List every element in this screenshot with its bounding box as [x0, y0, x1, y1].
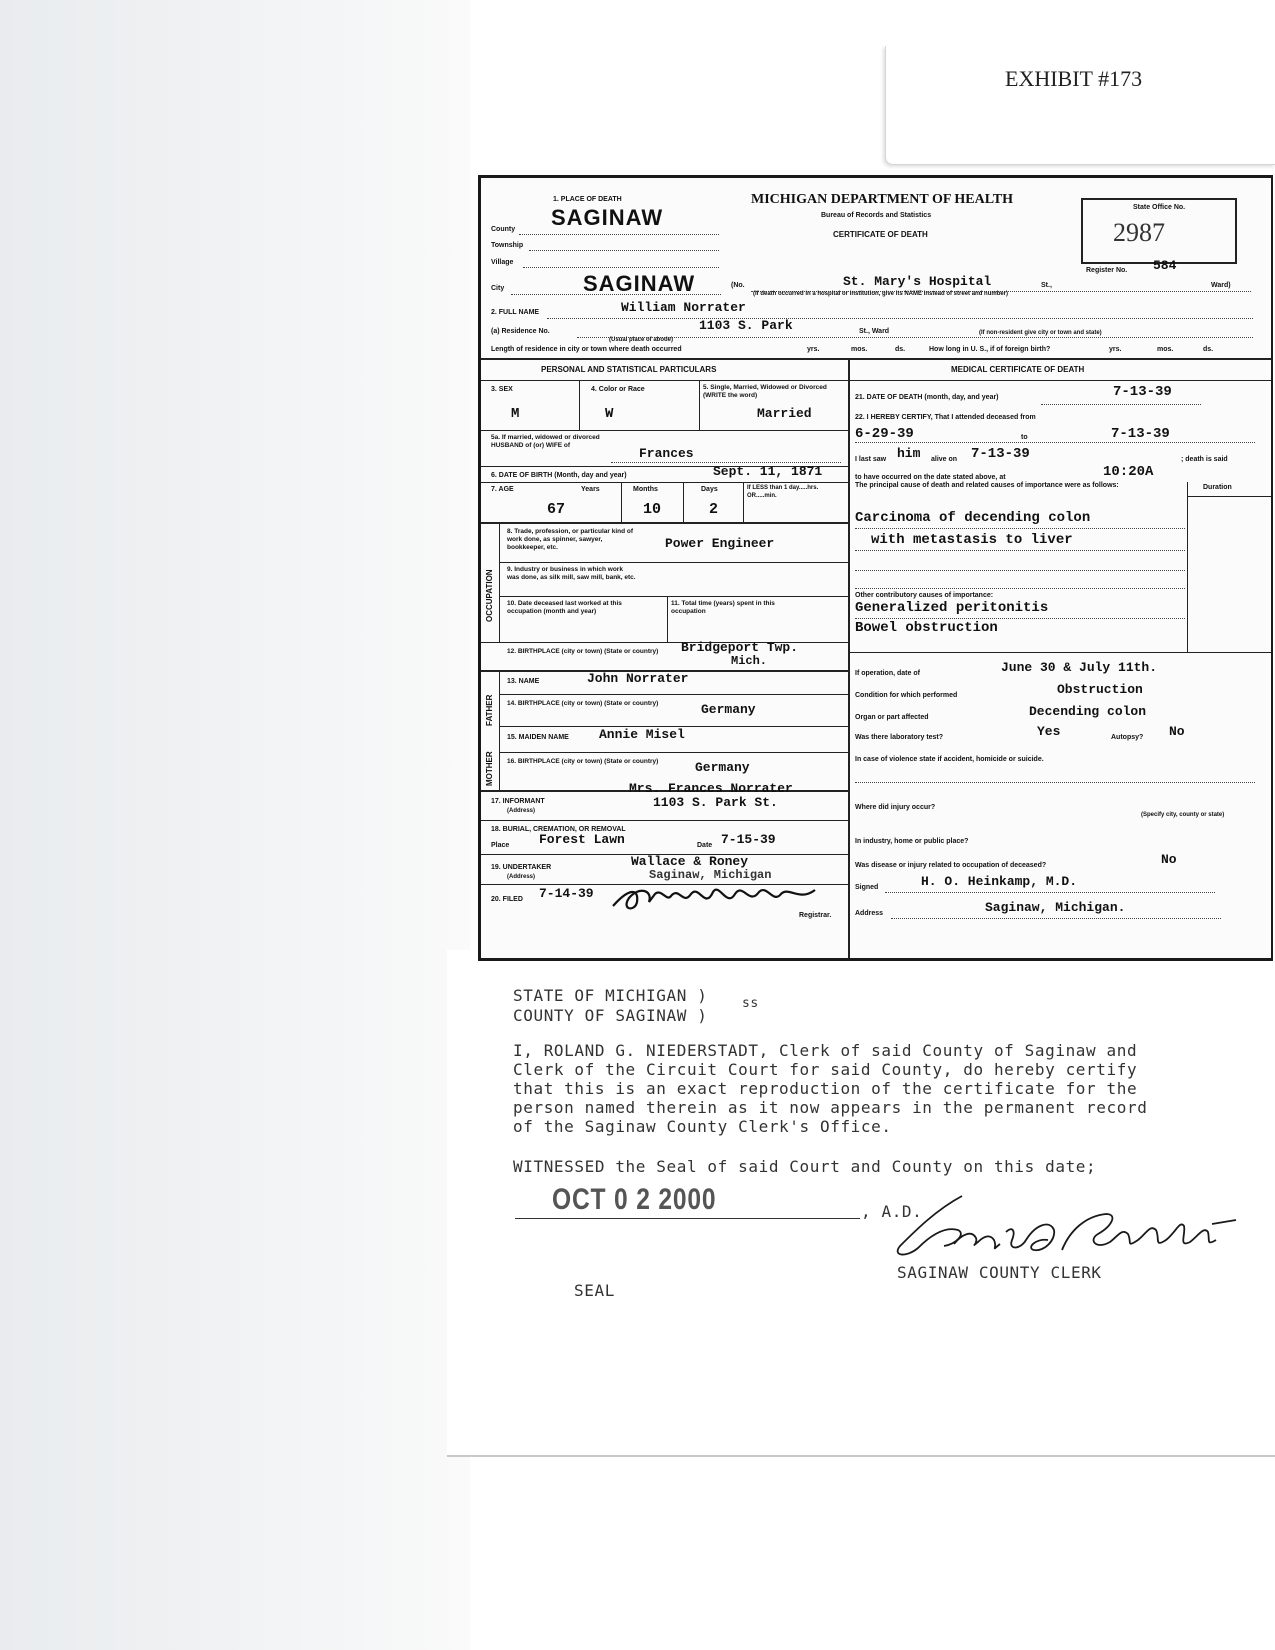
undertaker-address-value: Saginaw, Michigan — [649, 868, 772, 882]
county-line: COUNTY OF SAGINAW ) — [513, 1006, 708, 1025]
certificate-title: CERTIFICATE OF DEATH — [833, 230, 928, 239]
mother-maiden-value: Annie Misel — [599, 727, 685, 742]
marital-label: 5. Single, Married, Widowed or Divorced (WRITE the word) — [703, 384, 827, 399]
ad-label: , A.D. — [861, 1202, 923, 1221]
address-value: Saginaw, Michigan. — [985, 900, 1126, 915]
date-death-value: 7-13-39 — [1113, 384, 1172, 400]
total-time-label: 11. Total time (years) spent in this occupation — [671, 600, 775, 615]
age-days-label: Days — [701, 486, 718, 493]
undertaker-value: Wallace & Roney — [631, 854, 749, 869]
undertaker-address-label: (Address) — [507, 874, 536, 880]
specify-label: (Specify city, county or state) — [1141, 812, 1225, 818]
attended-from-value: 6-29-39 — [855, 426, 914, 442]
duration-label: Duration — [1203, 484, 1232, 491]
industry-home-label: In industry, home or public place? — [855, 838, 969, 845]
last-worked-label: 10. Date deceased last worked at this occupation (month and year) — [507, 600, 622, 615]
undertaker-label: 19. UNDERTAKER — [491, 864, 552, 871]
injury-label: Where did injury occur? — [855, 804, 936, 811]
color-label: 4. Color or Race — [591, 386, 645, 393]
residence-label: (a) Residence No. — [491, 328, 550, 335]
mos-label: mos. — [851, 346, 868, 353]
sex-value: M — [511, 406, 520, 422]
full-name-label: 2. FULL NAME — [491, 309, 540, 316]
ward-label: Ward) — [1211, 282, 1231, 289]
burial-date-value: 7-15-39 — [721, 832, 776, 847]
yrs-label: yrs. — [807, 346, 820, 353]
st-label: St., — [1041, 282, 1052, 289]
autopsy-label: Autopsy? — [1111, 734, 1144, 741]
personal-section-title: PERSONAL AND STATISTICAL PARTICULARS — [541, 365, 717, 374]
condition-label: Condition for which performed — [855, 692, 958, 699]
mother-birthplace-label: 16. BIRTHPLACE (city or town) (State or country) — [507, 758, 659, 765]
age-months-label: Months — [633, 486, 658, 493]
burial-place-value: Forest Lawn — [539, 832, 625, 847]
signed-label: Signed — [855, 884, 879, 891]
age-days-value: 2 — [709, 501, 719, 518]
place-of-death-label: 1. PLACE OF DEATH — [553, 196, 622, 203]
township-label: Township — [491, 242, 524, 249]
ss-label: ss — [742, 996, 759, 1011]
witnessed-line: WITNESSED the Seal of said Court and County on this date; — [513, 1157, 1097, 1176]
marital-value: Married — [757, 406, 812, 421]
informant-address-label: (Address) — [507, 808, 536, 814]
organ-value: Decending colon — [1029, 704, 1147, 719]
exhibit-sticker — [885, 46, 1275, 165]
signed-value: H. O. Heinkamp, M.D. — [921, 874, 1078, 889]
last-saw-date-value: 7-13-39 — [971, 446, 1030, 462]
operation-label: If operation, date of — [855, 670, 920, 677]
county-value: SAGINAW — [551, 205, 664, 230]
county-label: County — [491, 226, 516, 233]
dob-label: 6. DATE OF BIRTH (Month, day and year) — [491, 472, 627, 479]
informant-address-value: 1103 S. Park St. — [653, 795, 778, 810]
other-cause-2: Bowel obstruction — [855, 620, 998, 636]
stamped-date: OCT 0 2 2000 — [552, 1183, 717, 1216]
spouse-label: 5a. If married, widowed or divorced HUSBAND of (or) WIFE of — [491, 434, 600, 449]
burial-place-label: Place — [491, 842, 510, 849]
register-number: 584 — [1153, 258, 1177, 273]
trade-label: 8. Trade, profession, or particular kind of work done, as spinner, sawyer, bookkeeper, etc. — [507, 528, 634, 551]
father-name-value: John Norrater — [587, 671, 689, 686]
full-name: William Norrater — [621, 300, 746, 315]
occupation-related-label: Was disease or injury related to occupation of deceased? — [855, 862, 1047, 869]
clerk-signature-icon — [866, 1190, 1266, 1270]
occupation-related-value: No — [1161, 852, 1177, 867]
age-years-value: 67 — [547, 501, 566, 518]
death-said-label: ; death is said — [1181, 456, 1228, 463]
department-title: MICHIGAN DEPARTMENT OF HEALTH — [751, 192, 1014, 207]
medical-section-title: MEDICAL CERTIFICATE OF DEATH — [951, 365, 1085, 374]
length-label: Length of residence in city or town where death occurred — [491, 346, 682, 353]
address-label: Address — [855, 910, 884, 917]
city-value: SAGINAW — [583, 271, 696, 296]
date-death-label: 21. DATE OF DEATH (month, day, and year) — [855, 394, 999, 401]
paragraph-line-3: that this is an exact reproduction of the certificate for the — [513, 1079, 1138, 1098]
state-office-label: State Office No. — [1133, 204, 1186, 211]
how-long-ds-label: ds. — [1203, 346, 1214, 353]
certify-label: 22. I HEREBY CERTIFY, That I attended deceased from — [855, 414, 1036, 421]
state-office-box — [1081, 198, 1237, 264]
other-cause-1: Generalized peritonitis — [855, 600, 1049, 616]
father-name-label: 13. NAME — [507, 678, 540, 685]
alive-label: alive on — [931, 456, 958, 463]
sex-label: 3. SEX — [491, 386, 513, 393]
color-value: W — [605, 406, 614, 422]
age-label: 7. AGE — [491, 486, 514, 493]
operation-value: June 30 & July 11th. — [1001, 660, 1158, 675]
page-background-shade — [0, 0, 470, 1650]
paragraph-line-5: of the Saginaw County Clerk's Office. — [513, 1117, 892, 1136]
nonresident-note: (If non-resident give city or town and state) — [979, 330, 1102, 336]
trade-value: Power Engineer — [665, 536, 775, 551]
industry-label: 9. Industry or business in which work was done, as silk mill, saw mill, bank, etc. — [507, 566, 636, 581]
cause-line-1: Carcinoma of decending colon — [855, 510, 1091, 526]
state-office-number: 2987 — [1113, 218, 1165, 247]
violence-label: In case of violence state if accident, homicide or suicide. — [855, 756, 1044, 763]
principal-cause-label: The principal cause of death and related causes of importance were as follows: — [855, 482, 1119, 489]
filed-label: 20. FILED — [491, 896, 523, 903]
paragraph-line-2: Clerk of the Circuit Court for said County, do hereby certify — [513, 1060, 1138, 1079]
lab-label: Was there laboratory test? — [855, 734, 944, 741]
hospital-note: (If death occurred in a hospital or institution, give its NAME instead of street and number) — [753, 291, 1009, 297]
state-line: STATE OF MICHIGAN ) — [513, 986, 708, 1005]
birthplace-label: 12. BIRTHPLACE (city or town) (State or country) — [507, 648, 659, 655]
seal-label: SEAL — [574, 1281, 615, 1300]
dob-value: Sept. 11, 1871 — [713, 464, 823, 479]
residence: 1103 S. Park — [699, 318, 793, 333]
birthplace-state-value: Mich. — [731, 654, 768, 668]
paragraph-line-1: I, ROLAND G. NIEDERSTADT, Clerk of said County of Saginaw and — [513, 1041, 1138, 1060]
ds-label: ds. — [895, 346, 906, 353]
last-saw-him-value: him — [897, 446, 921, 461]
st-ward-label: St., Ward — [859, 328, 890, 335]
no-label: (No. — [731, 282, 745, 289]
father-birthplace-label: 14. BIRTHPLACE (city or town) (State or country) — [507, 700, 659, 707]
registrar-signature-icon — [609, 880, 839, 916]
lab-value: Yes — [1037, 724, 1061, 739]
attended-to-value: 7-13-39 — [1111, 426, 1170, 442]
father-side-label: FATHER — [485, 694, 494, 726]
last-saw-label: I last saw — [855, 456, 887, 463]
how-long-label: How long in U. S., if of foreign birth? — [929, 346, 1051, 353]
attended-to-label: to — [1021, 434, 1028, 441]
how-long-mos-label: mos. — [1157, 346, 1174, 353]
time-value: 10:20A — [1103, 464, 1154, 480]
how-long-yrs-label: yrs. — [1109, 346, 1122, 353]
paragraph-line-4: person named therein as it now appears in the permanent record — [513, 1098, 1148, 1117]
bureau-label: Bureau of Records and Statistics — [821, 212, 932, 219]
registrar-label: Registrar. — [799, 912, 832, 919]
condition-value: Obstruction — [1057, 682, 1143, 697]
register-label: Register No. — [1086, 267, 1128, 274]
birthplace-value: Bridgeport Twp. — [681, 640, 799, 655]
organ-label: Organ or part affected — [855, 714, 929, 721]
residence-note: (Usual place of abode) — [609, 337, 674, 343]
clerk-title: SAGINAW COUNTY CLERK — [897, 1263, 1102, 1282]
mother-birthplace-value: Germany — [695, 760, 750, 775]
less-than-day-label: If LESS than 1 day.....hrs. OR.....min. — [747, 485, 819, 499]
informant-label: 17. INFORMANT — [491, 798, 545, 805]
exhibit-label: EXHIBIT #173 — [1005, 66, 1143, 91]
spouse-value: Frances — [639, 446, 694, 461]
other-causes-label: Other contributory causes of importance: — [855, 592, 994, 599]
occurred-label: to have occurred on the date stated above, at — [855, 474, 1006, 481]
city-label: City — [491, 285, 505, 292]
cause-line-2: with metastasis to liver — [871, 532, 1073, 548]
mother-maiden-label: 15. MAIDEN NAME — [507, 734, 569, 741]
burial-date-label: Date — [697, 842, 713, 849]
mother-side-label: MOTHER — [485, 751, 494, 786]
date-underline — [515, 1218, 860, 1219]
age-years-label: Years — [581, 486, 600, 493]
death-certificate — [478, 175, 1273, 961]
age-months-value: 10 — [643, 501, 662, 518]
informant-value: Mrs. Frances Norrater — [629, 781, 793, 796]
burial-label: 18. BURIAL, CREMATION, OR REMOVAL — [491, 826, 626, 833]
occupation-side-label: OCCUPATION — [485, 569, 494, 622]
village-label: Village — [491, 259, 514, 266]
autopsy-value: No — [1169, 724, 1185, 739]
hospital-name: St. Mary's Hospital — [843, 274, 992, 289]
filed-value: 7-14-39 — [539, 886, 594, 901]
father-birthplace-value: Germany — [701, 702, 756, 717]
